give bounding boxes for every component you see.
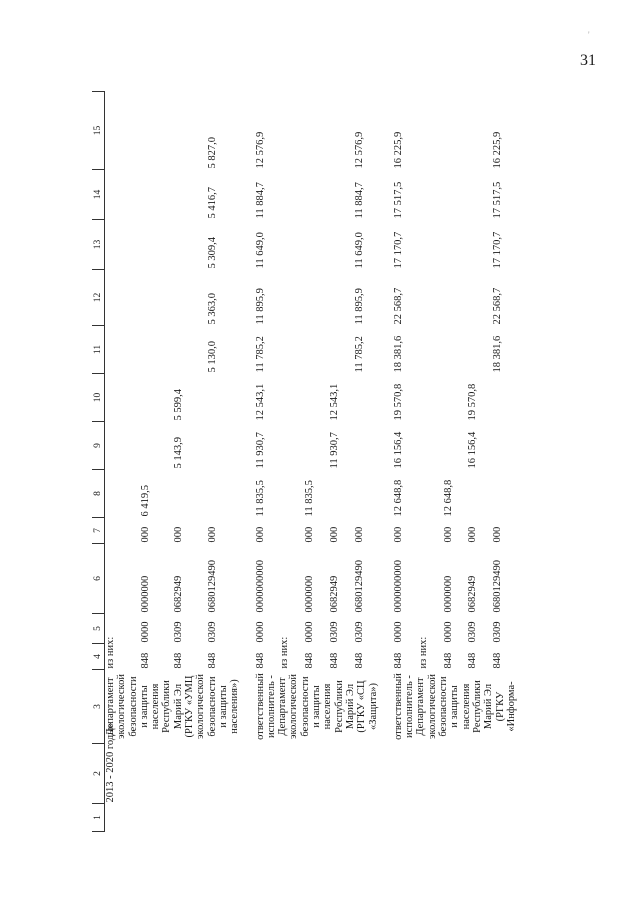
- cell-c8: [329, 470, 354, 518]
- cell-c14: 11 884,7: [254, 182, 266, 219]
- cell-empty: [393, 804, 517, 832]
- cell-c10: [279, 374, 304, 422]
- cell-c4: 848: [173, 652, 185, 669]
- column-number-7: 7: [92, 518, 105, 544]
- cell-c5: 0000: [304, 621, 316, 643]
- cell-c13: [140, 220, 174, 270]
- cell-c11: [329, 326, 354, 374]
- cell-c14: 17 517,5: [392, 181, 404, 219]
- executor-line: Республики: [471, 680, 483, 733]
- cell-c15: [279, 92, 304, 170]
- cell-empty: [255, 804, 379, 832]
- cell-c14: 11 884,7: [353, 182, 365, 219]
- cell-c4: 848: [492, 652, 504, 669]
- cell-c11: [443, 326, 468, 374]
- executor-line: населения: [322, 683, 334, 730]
- cell-c15: [329, 92, 354, 170]
- cell-program-name: 2013 - 2020 годы»: [105, 722, 116, 803]
- cell-c6: [279, 544, 304, 614]
- cell-c15: 16 225,9: [392, 131, 404, 169]
- cell-c4: 848: [206, 652, 218, 669]
- executor-line: Марий Эл: [172, 683, 184, 730]
- cell-c8: [354, 470, 379, 518]
- cell-c6: 0680129490: [353, 560, 365, 613]
- cell-c8: [173, 470, 207, 518]
- cell-c9: [105, 422, 140, 470]
- page-number: 31: [580, 52, 596, 69]
- cell-c13: 17 170,7: [492, 231, 504, 269]
- cell-c6: [418, 544, 443, 614]
- cell-c15: [173, 92, 207, 170]
- cell-c12: 22 568,7: [392, 287, 404, 325]
- cell-c12: [279, 270, 304, 326]
- cell-c7: 000: [467, 526, 479, 543]
- cell-c13: [279, 220, 304, 270]
- cell-c6: 0682949: [467, 575, 479, 613]
- cell-c7: 000: [329, 526, 341, 543]
- cell-c11: 18 381,6: [392, 335, 404, 373]
- cell-c12: 22 568,7: [492, 287, 504, 325]
- cell-c15: [105, 92, 140, 170]
- executor-line: Департамент: [277, 677, 289, 736]
- executor-line: и защиты: [449, 685, 461, 728]
- cell-c9: 11 930,7: [254, 432, 266, 469]
- cell-c7: 000: [139, 526, 151, 543]
- executor-line: Марий Эл: [483, 683, 495, 730]
- cell-c5: 0309: [329, 621, 341, 643]
- cell-c14: 17 517,5: [492, 181, 504, 219]
- cell-c11: 18 381,6: [492, 335, 504, 373]
- cell-c12: [140, 270, 174, 326]
- cell-c15: [140, 92, 174, 170]
- cell-c13: [173, 220, 207, 270]
- executor-line: (РГКУ «УМЦ: [184, 675, 196, 738]
- cell-c4: 848: [392, 652, 404, 669]
- cell-c5: 0309: [353, 621, 365, 643]
- cell-c14: [140, 170, 174, 220]
- cell-c6: 0680129490: [492, 560, 504, 613]
- cell-c13: [105, 220, 140, 270]
- cell-c5: 0000: [392, 621, 404, 643]
- cell-c15: 5 827,0: [206, 137, 218, 169]
- column-number-14: 14: [92, 170, 105, 220]
- cell-c6: [105, 544, 140, 614]
- cell-c6: 0000000: [304, 575, 316, 613]
- spacer-cell: [379, 92, 393, 832]
- executor-line: ответственный: [254, 673, 266, 740]
- cell-c8: 6 419,5: [139, 485, 151, 517]
- cell-c4: 848: [329, 652, 341, 669]
- cell-c8: 11 835,5: [304, 480, 316, 517]
- cell-c11: 11 785,2: [353, 336, 365, 373]
- executor-line: и защиты: [311, 685, 323, 728]
- cell-c9: [354, 422, 379, 470]
- cell-c13: [467, 220, 492, 270]
- cell-c14: [443, 170, 468, 220]
- executor-line: безопасности: [299, 676, 311, 737]
- cell-c7: 000: [442, 526, 454, 543]
- column-number-3: 3: [92, 670, 105, 744]
- executor-line: исполнитель -: [404, 675, 416, 738]
- cell-c14: [304, 170, 329, 220]
- cell-c10: [105, 374, 140, 422]
- cell-c12: [443, 270, 468, 326]
- cell-c10: 12 543,1: [329, 383, 341, 421]
- cell-c7: 000: [206, 526, 218, 543]
- cell-c12: [418, 270, 443, 326]
- cell-c4: 848: [467, 652, 479, 669]
- column-number-15: 15: [92, 92, 105, 170]
- cell-c9: 16 156,4: [467, 431, 479, 469]
- executor-line: экологической: [195, 674, 207, 739]
- cell-c10: [418, 374, 443, 422]
- cell-c8: 12 648,8: [442, 479, 454, 517]
- cell-c13: [304, 220, 329, 270]
- cell-c14: [467, 170, 492, 220]
- cell-c9: [304, 422, 329, 470]
- cell-c7: 000: [492, 526, 504, 543]
- cell-c11: [467, 326, 492, 374]
- executor-line: безопасности: [127, 676, 139, 737]
- cell-executor: [105, 670, 241, 744]
- executor-line: исполнитель -: [265, 675, 277, 738]
- cell-c5: 0000: [254, 621, 266, 643]
- cell-c4: 848: [139, 652, 151, 669]
- column-number-12: 12: [92, 270, 105, 326]
- cell-c11: [304, 326, 329, 374]
- cell-c4: из них:: [279, 636, 291, 669]
- cell-c15: [443, 92, 468, 170]
- cell-c4: 848: [254, 652, 266, 669]
- scan-mark: ': [588, 30, 590, 40]
- cell-c4: из них:: [105, 636, 116, 669]
- executor-line: Марий Эл: [344, 683, 356, 730]
- cell-c13: 11 649,0: [254, 232, 266, 269]
- cell-c11: 5 130,0: [206, 341, 218, 373]
- table-body: [105, 92, 518, 832]
- cell-c7: 000: [173, 526, 185, 543]
- cell-c6: 0682949: [329, 575, 341, 613]
- block-spacer: [379, 92, 393, 832]
- cell-c10: 12 543,1: [254, 383, 266, 421]
- executor-line: безопасности: [438, 676, 450, 737]
- cell-program-name: [393, 744, 517, 804]
- cell-c10: [443, 374, 468, 422]
- table-row: [255, 92, 280, 832]
- cell-c5: 0309: [173, 621, 185, 643]
- cell-c11: [140, 326, 174, 374]
- cell-c13: [443, 220, 468, 270]
- cell-c10: 5 599,4: [173, 389, 185, 421]
- cell-c6: 0000000000: [392, 560, 404, 613]
- cell-c8: [105, 470, 140, 518]
- column-number-8: 8: [92, 470, 105, 518]
- cell-c12: [173, 270, 207, 326]
- column-number-9: 9: [92, 422, 105, 470]
- cell-c13: [329, 220, 354, 270]
- cell-c15: [467, 92, 492, 170]
- column-number-1: 1: [92, 804, 105, 832]
- cell-c10: [354, 374, 379, 422]
- cell-c15: [418, 92, 443, 170]
- executor-line: Департамент: [105, 677, 116, 736]
- executor-line: экологической: [116, 674, 128, 739]
- column-number-5: 5: [92, 614, 105, 644]
- cell-c6: 0000000: [139, 575, 151, 613]
- cell-c9: 16 156,4: [392, 431, 404, 469]
- cell-c8: [467, 470, 492, 518]
- cell-c12: 11 895,9: [353, 288, 365, 325]
- executor-line: «Информа-: [505, 681, 517, 732]
- cell-executor: [255, 670, 379, 744]
- column-number-2: 2: [92, 744, 105, 804]
- cell-c11: 11 785,2: [254, 336, 266, 373]
- executor-line: населения: [150, 683, 162, 730]
- cell-c8: [418, 470, 443, 518]
- cell-c9: [140, 422, 174, 470]
- cell-c5: 0000: [442, 621, 454, 643]
- cell-c13: 11 649,0: [353, 232, 365, 269]
- cell-c12: [105, 270, 140, 326]
- cell-c5: 0309: [492, 621, 504, 643]
- block-spacer: [241, 92, 255, 832]
- cell-c13: 5 309,4: [206, 237, 218, 269]
- cell-c12: 5 363,0: [206, 293, 218, 325]
- cell-c7: 000: [304, 526, 316, 543]
- cell-c13: 17 170,7: [392, 231, 404, 269]
- cell-c14: 5 416,7: [206, 187, 218, 219]
- budget-table: [92, 91, 517, 832]
- executor-line: Республики: [161, 680, 173, 733]
- rotated-budget-table-page: [92, 92, 522, 832]
- cell-c11: [105, 326, 140, 374]
- cell-c7: [279, 518, 304, 544]
- cell-c12: [329, 270, 354, 326]
- cell-c14: [329, 170, 354, 220]
- cell-c12: [467, 270, 492, 326]
- cell-program-name: [255, 744, 379, 804]
- executor-line: (РГКУ: [494, 691, 506, 722]
- table-row: [105, 92, 140, 832]
- cell-c14: [418, 170, 443, 220]
- column-number-10: 10: [92, 374, 105, 422]
- cell-c14: [279, 170, 304, 220]
- cell-c6: 0680129490: [206, 560, 218, 613]
- cell-c10: [140, 374, 174, 422]
- executor-line: населения: [460, 683, 472, 730]
- cell-c9: 5 143,9: [173, 437, 185, 469]
- cell-c5: 0309: [206, 621, 218, 643]
- executor-line: Республики: [333, 680, 345, 733]
- column-number-6: 6: [92, 544, 105, 614]
- cell-c8: [492, 470, 517, 518]
- cell-c8: 11 835,5: [254, 480, 266, 517]
- executor-line: (РГКУ «СЦ: [356, 680, 368, 733]
- table-row: [393, 92, 418, 832]
- cell-c4: 848: [353, 652, 365, 669]
- cell-c10: [492, 374, 517, 422]
- cell-c7: 000: [254, 526, 266, 543]
- cell-c12: [304, 270, 329, 326]
- cell-c15: 12 576,9: [254, 131, 266, 169]
- cell-c10: 19 570,8: [467, 383, 479, 421]
- cell-c11: [418, 326, 443, 374]
- executor-line: и защиты: [217, 685, 229, 728]
- cell-c9: [418, 422, 443, 470]
- cell-c8: [207, 470, 241, 518]
- executor-line: ответственный: [392, 673, 404, 740]
- executor-line: экологической: [288, 674, 300, 739]
- cell-c8: 12 648,8: [392, 479, 404, 517]
- executor-line: «Защита»): [367, 683, 379, 730]
- cell-empty: [105, 804, 241, 832]
- cell-c10: [207, 374, 241, 422]
- cell-c9: [492, 422, 517, 470]
- cell-c4: 848: [304, 652, 316, 669]
- executor-line: безопасности: [206, 676, 218, 737]
- cell-c9: 11 930,7: [329, 432, 341, 469]
- cell-c15: 12 576,9: [353, 131, 365, 169]
- executor-line: и защиты: [138, 685, 150, 728]
- cell-c6: 0000000: [442, 575, 454, 613]
- cell-c11: [173, 326, 207, 374]
- cell-c9: [443, 422, 468, 470]
- column-number-header-row: [92, 92, 105, 832]
- cell-c7: 000: [353, 526, 365, 543]
- executor-line: населения»): [229, 679, 241, 734]
- cell-c4: 848: [442, 652, 454, 669]
- column-number-13: 13: [92, 220, 105, 270]
- executor-line: Департамент: [415, 677, 427, 736]
- column-number-11: 11: [92, 326, 105, 374]
- cell-c6: 0000000000: [254, 560, 266, 613]
- cell-c15: 16 225,9: [492, 131, 504, 169]
- cell-c5: 0309: [467, 621, 479, 643]
- cell-c11: [279, 326, 304, 374]
- cell-c4: из них:: [417, 636, 429, 669]
- cell-c7: [105, 518, 140, 544]
- cell-c5: 0000: [139, 621, 151, 643]
- cell-c13: [418, 220, 443, 270]
- cell-c6: 0682949: [173, 575, 185, 613]
- column-number-4: 4: [92, 644, 105, 670]
- executor-line: экологической: [426, 674, 438, 739]
- cell-c14: [105, 170, 140, 220]
- cell-c12: 11 895,9: [254, 288, 266, 325]
- cell-c10: 19 570,8: [392, 383, 404, 421]
- cell-c9: [279, 422, 304, 470]
- spacer-cell: [241, 92, 255, 832]
- cell-c9: [207, 422, 241, 470]
- cell-c7: 000: [392, 526, 404, 543]
- cell-c14: [173, 170, 207, 220]
- cell-c10: [304, 374, 329, 422]
- cell-c15: [304, 92, 329, 170]
- cell-c8: [279, 470, 304, 518]
- cell-executor: [393, 670, 517, 744]
- cell-c7: [418, 518, 443, 544]
